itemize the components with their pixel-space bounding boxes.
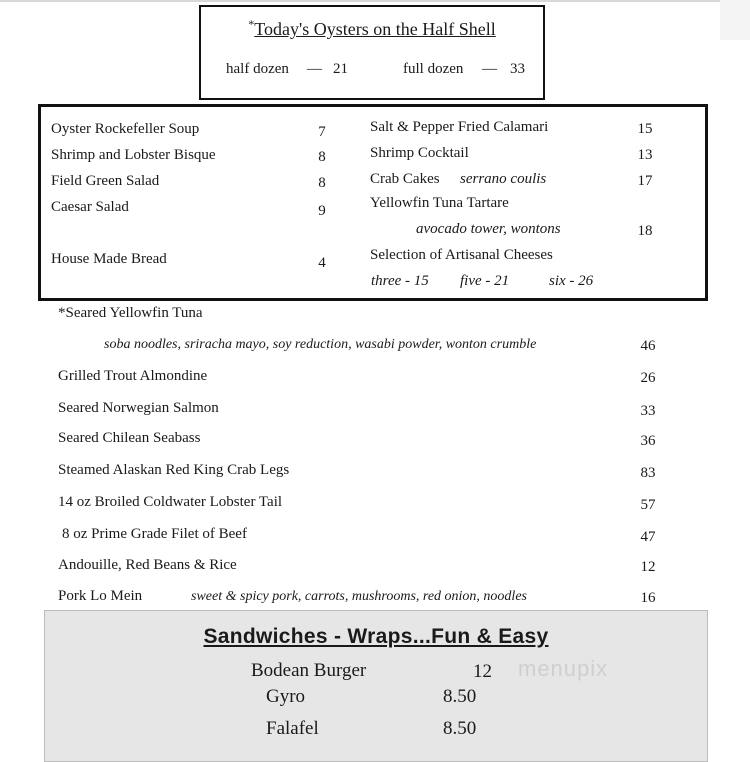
appetizer-name: Yellowfin Tuna Tartare	[370, 195, 509, 211]
sandwich-price: 8.50	[443, 718, 477, 739]
entree-price: 36	[640, 433, 656, 449]
entree-name: Grilled Trout Almondine	[58, 368, 208, 384]
appetizer-name: Shrimp and Lobster Bisque	[51, 147, 216, 163]
entree-name: Pork Lo Mein	[58, 588, 143, 604]
watermark: menupix	[518, 656, 609, 681]
appetizer-name: Shrimp Cocktail	[370, 145, 469, 161]
cheese-option: six - 26	[549, 273, 594, 289]
entree-description: soba noodles, sriracha mayo, soy reduction, wasabi powder, wonton crumble	[104, 337, 537, 352]
sandwiches-section	[44, 610, 708, 762]
full-dozen-price: 33	[510, 61, 525, 77]
appetizer-name: Selection of Artisanal Cheeses	[370, 247, 553, 263]
appetizer-name: Salt & Pepper Fried Calamari	[370, 119, 549, 135]
entree-name: Seared Norwegian Salmon	[58, 400, 219, 416]
entree-name: 8 oz Prime Grade Filet of Beef	[62, 526, 247, 542]
entree-price: 57	[640, 497, 656, 513]
half-dozen-price: 21	[333, 61, 348, 77]
entree-price: 12	[640, 559, 656, 575]
appetizer-description: serrano coulis	[460, 171, 547, 187]
appetizer-price: 18	[637, 223, 653, 239]
half-dozen-label: half dozen	[226, 61, 289, 77]
half-dozen-dash: —	[307, 61, 322, 77]
entree-price: 47	[640, 529, 656, 545]
sandwich-name: Gyro	[266, 686, 306, 707]
entree-name: Steamed Alaskan Red King Crab Legs	[58, 462, 290, 478]
oyster-title-text: Today's Oysters on the Half Shell	[254, 19, 496, 39]
appetizer-price: 7	[318, 124, 326, 140]
appetizer-name: Caesar Salad	[51, 199, 129, 215]
entree-name: 14 oz Broiled Coldwater Lobster Tail	[58, 494, 283, 510]
appetizer-price: 15	[637, 121, 653, 137]
entree-price: 83	[640, 465, 656, 481]
entree-name: Seared Chilean Seabass	[58, 430, 201, 446]
appetizer-price: 9	[318, 203, 326, 219]
oyster-asterisk: *	[248, 17, 255, 31]
page-corner-shade	[720, 0, 750, 40]
sandwich-name: Bodean Burger	[251, 660, 367, 681]
entree-name: Andouille, Red Beans & Rice	[58, 557, 237, 573]
full-dozen-dash: —	[482, 61, 497, 77]
sandwich-name: Falafel	[266, 718, 319, 739]
appetizer-name: House Made Bread	[51, 251, 167, 267]
cheese-option: three - 15	[371, 273, 429, 289]
appetizer-price: 8	[318, 149, 326, 165]
appetizer-price: 4	[318, 255, 326, 271]
entree-description: sweet & spicy pork, carrots, mushrooms, red onion, noodles	[191, 589, 527, 604]
entree-price: 16	[640, 590, 656, 606]
appetizer-description: avocado tower, wontons	[416, 221, 561, 237]
appetizer-name: Field Green Salad	[51, 173, 160, 189]
sandwiches-title: Sandwiches - Wraps...Fun & Easy	[203, 625, 549, 648]
appetizer-name: Oyster Rockefeller Soup	[51, 121, 200, 137]
cheese-option: five - 21	[460, 273, 510, 289]
entree-price: 46	[640, 338, 656, 354]
oyster-box	[199, 5, 545, 100]
oyster-title	[201, 17, 543, 40]
entree-price: 26	[640, 370, 656, 386]
page-top-edge	[0, 0, 750, 2]
entree-price: 33	[640, 403, 656, 419]
appetizer-price: 17	[637, 173, 653, 189]
appetizer-price: 13	[637, 147, 653, 163]
appetizer-name: Crab Cakes	[370, 171, 440, 187]
entree-name: *Seared Yellowfin Tuna	[58, 305, 203, 321]
sandwich-price: 12	[473, 661, 492, 682]
sandwich-price: 8.50	[443, 686, 477, 707]
full-dozen-label: full dozen	[403, 61, 464, 77]
appetizer-price: 8	[318, 175, 326, 191]
